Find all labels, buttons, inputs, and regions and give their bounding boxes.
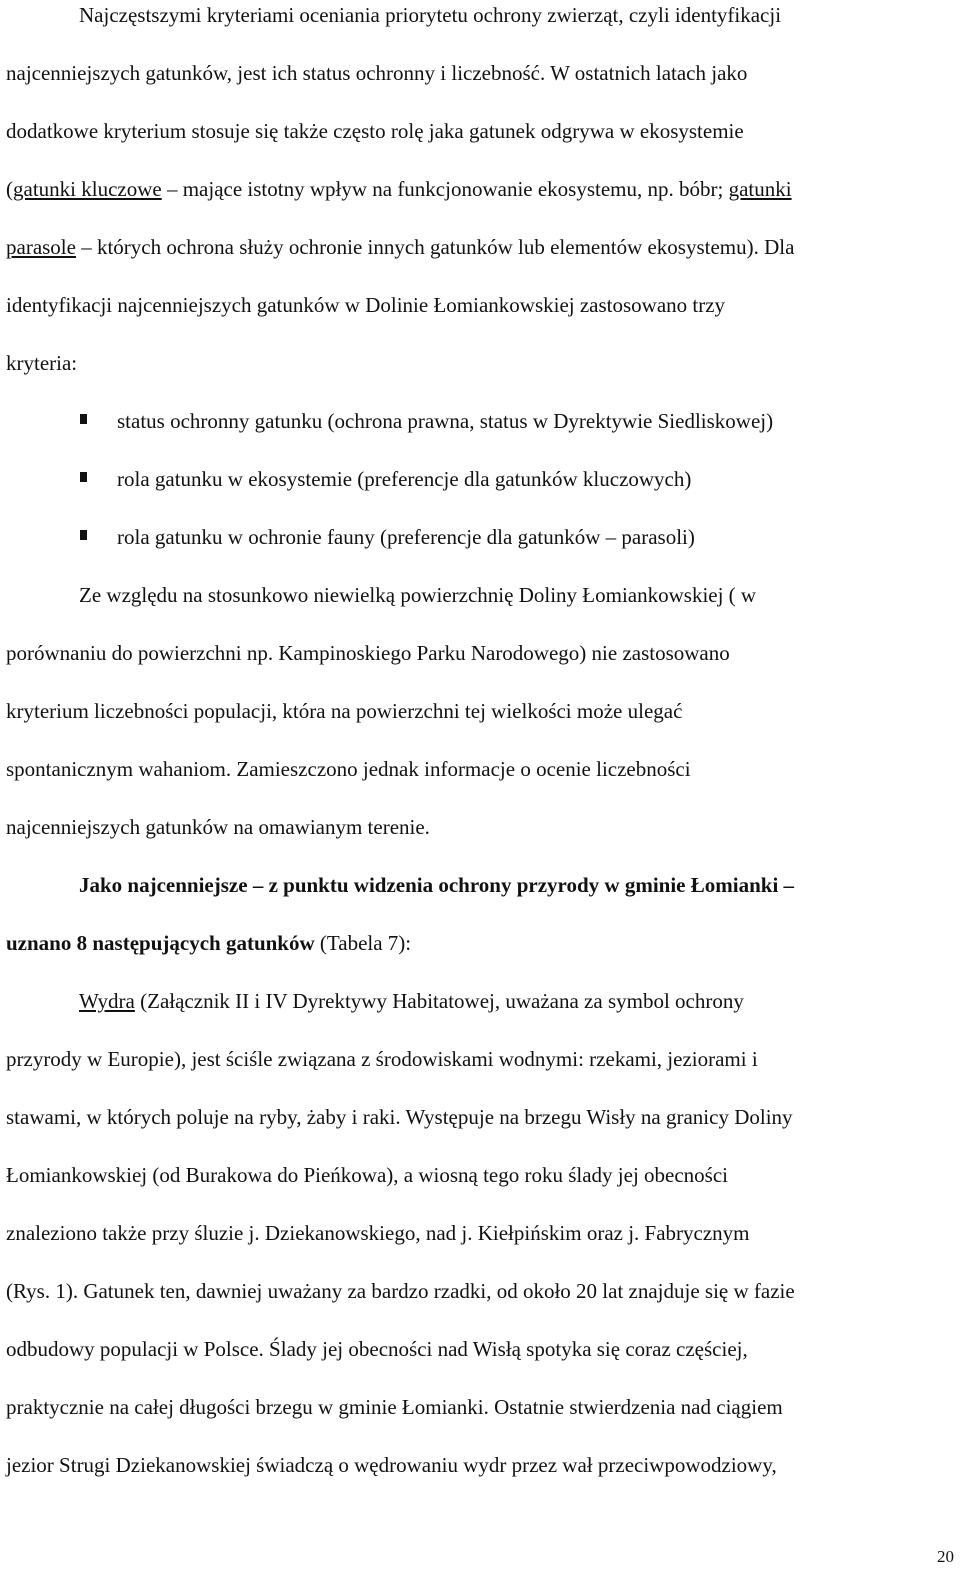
paragraph-2-line-2: porównaniu do powierzchni np. Kampinoskiego Parku Narodowego) nie zastosowano [6,641,730,665]
page-number: 20 [937,1547,954,1566]
paragraph-1-line-4 [6,175,792,203]
paragraph-1-line-3: dodatkowe kryterium stosuje się także często rolę jaka gatunek odgrywa w ekosystemie [6,119,744,143]
paragraph-4-line-6: (Rys. 1). Gatunek ten, dawniej uważany za bardzo rzadki, od około 20 lat znajduje się w fazie [6,1279,795,1303]
paragraph-4-line-7: odbudowy populacji w Polsce. Ślady jej obecności nad Wisłą spotyka się coraz częściej, [6,1337,748,1361]
bullet-item-2: rola gatunku w ekosystemie (preferencje dla gatunków kluczowych) [117,467,692,491]
bullet-item-3: rola gatunku w ochronie fauny (preferencje dla gatunków – parasoli) [117,525,695,549]
paragraph-4-line-4: Łomiankowskiej (od Burakowa do Pieńkowa), a wiosną tego roku ślady jej obecności [6,1163,729,1187]
bullet-marker-3 [80,530,87,540]
paragraph-2-line-1: Ze względu na stosunkowo niewielką powierzchnię Doliny Łomiankowskiej ( w [79,583,757,607]
wydra-intro-text: (Załącznik II i IV Dyrektywy Habitatowej, uważana za symbol ochrony [134,989,744,1013]
term-umbrella-species-part-1: gatunki [728,177,792,201]
bullet-marker-2 [80,472,87,482]
bold-heading-text: Jako najcenniejsze – z punktu widzenia ochrony przyrody w gminie Łomianki – [79,873,795,897]
paragraph-2-line-5: najcenniejszych gatunków na omawianym terenie. [6,815,430,839]
paragraph-3-line-2 [6,929,411,957]
paragraph-1-line-6: identyfikacji najcenniejszych gatunków w Dolinie Łomiankowskiej zastosowano trzy [6,293,726,317]
paren-open: ( [6,177,13,201]
term-umbrella-species-part-2: parasole [6,235,76,259]
paragraph-1-line-5 [6,233,794,261]
bold-species-count: uznano 8 następujących gatunków [6,931,315,955]
paragraph-1-line-2: najcenniejszych gatunków, jest ich status ochronny i liczebność. W ostatnich latach jako [6,61,748,85]
paragraph-3-line-1 [79,871,794,899]
paragraph-4-line-1 [79,987,744,1015]
paragraph-2-line-3: kryterium liczebności populacji, która na powierzchni tej wielkości może ulegać [6,699,683,723]
term-keystone-species: gatunki kluczowe [13,177,162,201]
bullet-marker-1 [80,414,87,424]
paragraph-4-line-8: praktycznie na całej długości brzegu w gminie Łomianki. Ostatnie stwierdzenia nad ciągiem [6,1395,783,1419]
paragraph-4-line-3: stawami, w których poluje na ryby, żaby i raki. Występuje na brzegu Wisły na granicy Doliny [6,1105,793,1129]
species-name-wydra: Wydra [79,989,135,1013]
paragraph-4-line-2: przyrody w Europie), jest ściśle związana z środowiskami wodnymi: rzekami, jeziorami i [6,1047,758,1071]
umbrella-definition-text: – których ochrona służy ochronie innych gatunków lub elementów ekosystemu). Dla [75,235,795,259]
bullet-item-1: status ochronny gatunku (ochrona prawna, status w Dyrektywie Siedliskowej) [117,409,774,433]
paragraph-4-line-5: znaleziono także przy śluzie j. Dziekanowskiego, nad j. Kiełpińskim oraz j. Fabrycznym [6,1221,750,1245]
paragraph-1-line-7: kryteria: [6,351,78,375]
paragraph-2-line-4: spontanicznym wahaniom. Zamieszczono jednak informacje o ocenie liczebności [6,757,691,781]
paragraph-1-line-1: Najczęstszymi kryteriami oceniania priorytetu ochrony zwierząt, czyli identyfikacji [79,3,782,27]
paragraph-4-line-9: jezior Strugi Dziekanowskiej świadczą o wędrowaniu wydr przez wał przeciwpowodziowy, [6,1453,777,1477]
table-reference: (Tabela 7): [314,931,412,955]
keystone-definition-text: – mające istotny wpływ na funkcjonowanie ekosystemu, np. bóbr; [161,177,729,201]
